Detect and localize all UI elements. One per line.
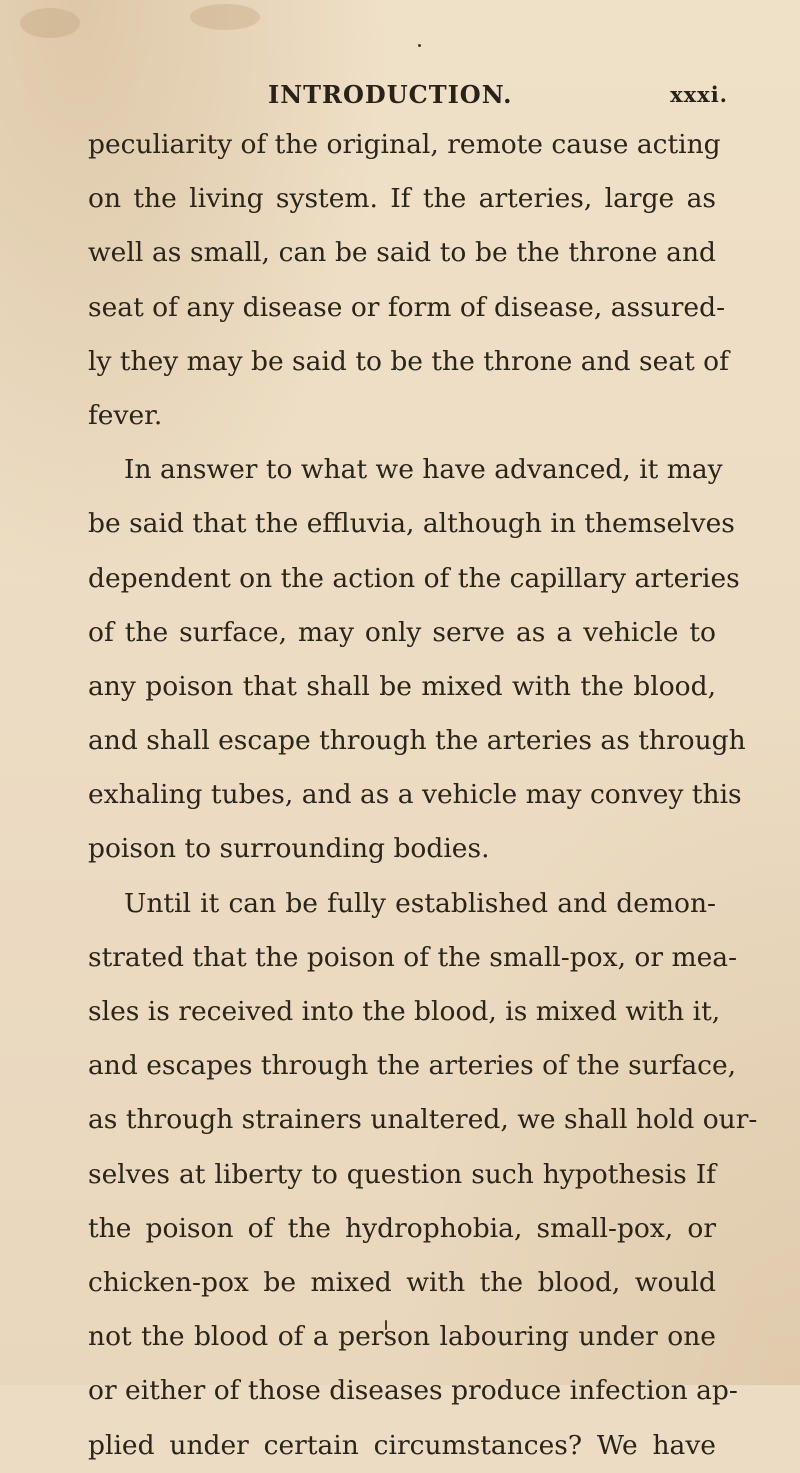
text-line: exhaling tubes, and as a vehicle may convey this (88, 779, 742, 811)
page-header (268, 80, 728, 120)
text-line: on the living system. If the arteries, large as (88, 183, 716, 215)
text-line: well as small, can be said to be the throne and (88, 237, 716, 269)
text-line: as through strainers unaltered, we shall hold our- (88, 1104, 758, 1136)
text-line: Until it can be fully established and demon- (124, 887, 716, 919)
ink-speck (418, 44, 421, 47)
text-line: chicken-pox be mixed with the blood, would (88, 1266, 716, 1298)
text-line: poison to surrounding bodies. (88, 833, 490, 865)
text-line: peculiarity of the original, remote cause acting (88, 129, 721, 160)
text-line: or either of those diseases produce infection ap- (88, 1375, 738, 1407)
text-line: plied under certain circumstances? We have (88, 1429, 716, 1461)
running-head: INTRODUCTION. (268, 80, 513, 109)
text-line: fever. (88, 399, 163, 431)
text-line: of the surface, may only serve as a vehicle to (88, 616, 716, 648)
paper-stain (20, 8, 80, 38)
text-line: ly they may be said to be the throne and seat of (88, 345, 729, 377)
text-line: not the blood of a person labouring under one (88, 1321, 716, 1353)
text-line: sles is received into the blood, is mixed with it, (88, 996, 721, 1027)
page-number: xxxi. (670, 82, 728, 107)
paper-stain (190, 4, 260, 30)
body-text (88, 118, 758, 1473)
text-line: the poison of the hydrophobia, small-pox, or (88, 1212, 716, 1244)
text-line: In answer to what we have advanced, it may (124, 454, 723, 486)
text-line: be said that the effluvia, although in themselves (88, 508, 735, 540)
text-line: selves at liberty to question such hypothesis If (88, 1158, 716, 1190)
text-line: dependent on the action of the capillary arteries (88, 562, 740, 594)
text-line: seat of any disease or form of disease, assured- (88, 291, 726, 323)
text-line: and shall escape through the arteries as through (88, 725, 746, 757)
text-line: and escapes through the arteries of the surface, (88, 1050, 737, 1082)
text-line: any poison that shall be mixed with the blood, (88, 670, 716, 702)
text-line: strated that the poison of the small-pox, or mea- (88, 941, 738, 973)
